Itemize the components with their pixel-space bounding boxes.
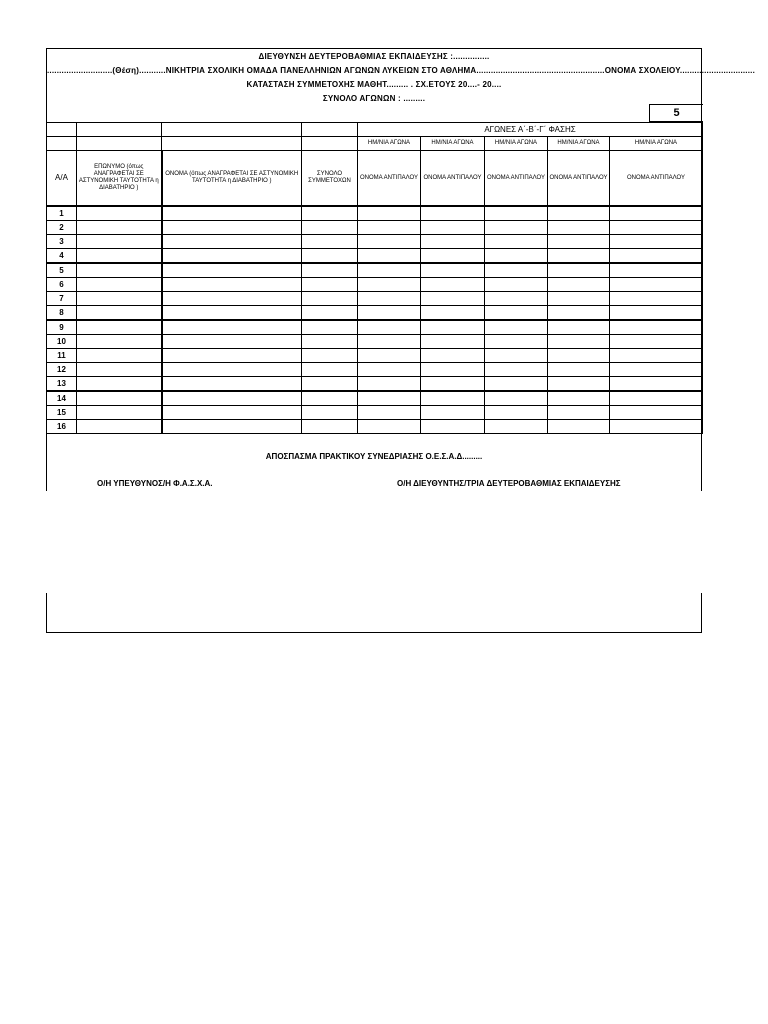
empty-cell — [302, 123, 358, 137]
row-number: 4 — [47, 249, 77, 264]
entry-cell — [358, 221, 421, 235]
form-header — [47, 49, 756, 103]
entry-cell — [485, 278, 548, 292]
phase-header-row — [47, 123, 703, 137]
entry-cell — [77, 320, 162, 335]
entry-cell — [302, 306, 358, 321]
entry-cell — [162, 363, 302, 377]
entry-cell — [358, 306, 421, 321]
entry-cell — [548, 391, 610, 406]
entry-cell — [302, 249, 358, 264]
entry-cell — [421, 406, 485, 420]
row-number: 10 — [47, 335, 77, 349]
entry-cell — [421, 335, 485, 349]
entry-cell — [302, 221, 358, 235]
entry-cell — [548, 335, 610, 349]
entry-cell — [548, 249, 610, 264]
entry-cell — [162, 420, 302, 434]
opponent-header: ΟΝΟΜΑ ΑΝΤΙΠΑΛΟΥ — [421, 151, 485, 207]
entry-cell — [548, 363, 610, 377]
entry-cell — [302, 363, 358, 377]
row-number: 15 — [47, 406, 77, 420]
entry-cell — [421, 249, 485, 264]
aa-header: Α/Α — [47, 151, 77, 207]
entry-cell — [162, 306, 302, 321]
entry-cell — [77, 263, 162, 278]
row-number: 1 — [47, 206, 77, 221]
entry-cell — [162, 263, 302, 278]
table-row — [47, 263, 703, 278]
table-row — [47, 206, 703, 221]
opponent-header: ΟΝΟΜΑ ΑΝΤΙΠΑΛΟΥ — [610, 151, 703, 207]
opponent-header: ΟΝΟΜΑ ΑΝΤΙΠΑΛΟΥ — [485, 151, 548, 207]
entry-cell — [421, 420, 485, 434]
participant-rows — [47, 206, 703, 434]
date-header: ΗΜ/ΝΙΑ ΑΓΩΝΑ — [421, 137, 485, 151]
entry-cell — [358, 320, 421, 335]
entry-cell — [485, 221, 548, 235]
entry-cell — [610, 363, 703, 377]
entry-cell — [421, 320, 485, 335]
entry-cell — [421, 292, 485, 306]
entry-cell — [548, 406, 610, 420]
entry-cell — [162, 206, 302, 221]
empty-cell — [77, 123, 162, 137]
date-header: ΗΜ/ΝΙΑ ΑΓΩΝΑ — [485, 137, 548, 151]
empty-cell — [47, 137, 77, 151]
empty-cell — [47, 123, 77, 137]
entry-cell — [302, 377, 358, 392]
entry-cell — [610, 235, 703, 249]
empty-cell — [162, 137, 302, 151]
table-row — [47, 349, 703, 363]
winning-team-line: ...........................(Θέση)...........ΝΙΚΗΤΡΙΑ ΣΧΟΛΙΚΗ ΟΜΑΔΑ ΠΑΝΕΛΛΗΝΙΩΝ ΑΓΩΝΩΝ ΛΥΚΕΙΩΝ ΣΤΟ ΑΘΛΗΜΑ.....................................................ΟΝΟΜΑ ΣΧΟΛΕΙΟΥ............................... — [47, 66, 756, 75]
entry-cell — [548, 320, 610, 335]
entry-cell — [302, 420, 358, 434]
table-row — [47, 420, 703, 434]
table-row — [47, 278, 703, 292]
entry-cell — [610, 221, 703, 235]
directorate-line: ΔΙΕΥΘΥΝΣΗ ΔΕΥΤΕΡΟΒΑΘΜΙΑΣ ΕΚΠΑΙΔΕΥΣΗΣ :............... — [258, 52, 490, 61]
entry-cell — [485, 263, 548, 278]
entry-cell — [485, 235, 548, 249]
entry-cell — [302, 206, 358, 221]
entry-cell — [162, 235, 302, 249]
entry-cell — [358, 363, 421, 377]
entry-cell — [548, 235, 610, 249]
entry-cell — [302, 278, 358, 292]
entry-cell — [358, 349, 421, 363]
entry-cell — [485, 406, 548, 420]
entry-cell — [610, 278, 703, 292]
entry-cell — [548, 263, 610, 278]
entry-cell — [421, 263, 485, 278]
entry-cell — [548, 306, 610, 321]
entry-cell — [548, 221, 610, 235]
entry-cell — [77, 420, 162, 434]
table-row — [47, 363, 703, 377]
entry-cell — [610, 249, 703, 264]
table-row — [47, 221, 703, 235]
entry-cell — [302, 391, 358, 406]
entry-cell — [548, 420, 610, 434]
director-signature: Ο/Η ΔΙΕΥΘΥΝΤΗΣ/ΤΡΙΑ ΔΕΥΤΕΡΟΒΑΘΜΙΑΣ ΕΚΠΑΙΔΕΥΣΗΣ — [397, 479, 621, 488]
entry-cell — [302, 320, 358, 335]
entry-cell — [421, 377, 485, 392]
entry-cell — [610, 206, 703, 221]
row-number: 14 — [47, 391, 77, 406]
entry-cell — [610, 406, 703, 420]
table-row — [47, 377, 703, 392]
entry-cell — [162, 391, 302, 406]
entry-cell — [358, 335, 421, 349]
entry-cell — [162, 292, 302, 306]
physical-education-officer-signature: Ο/Η ΥΠΕΥΘΥΝΟΣ/Η Φ.Α.Σ.Χ.Α. — [97, 479, 213, 488]
entry-cell — [610, 420, 703, 434]
entry-cell — [548, 206, 610, 221]
opponent-header: ΟΝΟΜΑ ΑΝΤΙΠΑΛΟΥ — [548, 151, 610, 207]
entry-cell — [610, 263, 703, 278]
table-row — [47, 292, 703, 306]
entry-cell — [421, 306, 485, 321]
date-header-row — [47, 137, 703, 151]
empty-cell — [302, 137, 358, 151]
entry-cell — [358, 249, 421, 264]
entry-cell — [162, 221, 302, 235]
entry-cell — [610, 306, 703, 321]
table-row — [47, 249, 703, 264]
row-number: 9 — [47, 320, 77, 335]
table-row — [47, 235, 703, 249]
surname-header: ΕΠΩΝΥΜΟ (όπως ΑΝΑΓΡΑΦΕΤΑΙ ΣΕ ΑΣΤΥΝΟΜΙΚΗ ΤΑΥΤΟΤΗΤΑ η ΔΙΑΒΑΤΗΡΙΟ ) — [77, 151, 162, 207]
entry-cell — [77, 206, 162, 221]
entry-cell — [77, 406, 162, 420]
opponent-header: ΟΝΟΜΑ ΑΝΤΙΠΑΛΟΥ — [358, 151, 421, 207]
phase-header: ΑΓΩΝΕΣ Α΄-Β΄-Γ΄ ΦΑΣΗΣ — [358, 123, 703, 137]
entry-cell — [77, 221, 162, 235]
entry-cell — [77, 349, 162, 363]
entry-cell — [485, 249, 548, 264]
entry-cell — [548, 292, 610, 306]
entry-cell — [162, 349, 302, 363]
entry-cell — [77, 363, 162, 377]
entry-cell — [421, 235, 485, 249]
entry-cell — [162, 278, 302, 292]
table-row — [47, 391, 703, 406]
entry-cell — [421, 206, 485, 221]
entry-cell — [548, 349, 610, 363]
row-number: 7 — [47, 292, 77, 306]
table-row — [47, 306, 703, 321]
participants-table — [46, 122, 703, 434]
row-number: 3 — [47, 235, 77, 249]
entry-cell — [610, 335, 703, 349]
table-row — [47, 406, 703, 420]
participation-status-line: ΚΑΤΑΣΤΑΣΗ ΣΥΜΜΕΤΟΧΗΣ ΜΑΘΗΤ......... . ΣΧ.ΕΤΟΥΣ 20....- 20.... — [246, 80, 502, 89]
entry-cell — [610, 349, 703, 363]
entry-cell — [485, 306, 548, 321]
row-number: 13 — [47, 377, 77, 392]
entry-cell — [485, 420, 548, 434]
entry-cell — [302, 335, 358, 349]
entry-cell — [610, 377, 703, 392]
date-header: ΗΜ/ΝΙΑ ΑΓΩΝΑ — [358, 137, 421, 151]
entry-cell — [485, 206, 548, 221]
row-number: 2 — [47, 221, 77, 235]
entry-cell — [162, 377, 302, 392]
entry-cell — [610, 292, 703, 306]
row-number: 5 — [47, 263, 77, 278]
entry-cell — [358, 263, 421, 278]
entry-cell — [77, 249, 162, 264]
row-number: 16 — [47, 420, 77, 434]
participation-form — [46, 48, 756, 633]
entry-cell — [302, 292, 358, 306]
entry-cell — [302, 235, 358, 249]
entry-cell — [485, 377, 548, 392]
entry-cell — [485, 335, 548, 349]
total-participations-header: ΣΥΝΟΛΟ ΣΥΜΜΕΤΟΧΩΝ — [302, 151, 358, 207]
entry-cell — [358, 377, 421, 392]
entry-cell — [358, 420, 421, 434]
entry-cell — [610, 320, 703, 335]
table-row — [47, 320, 703, 335]
entry-cell — [302, 349, 358, 363]
entry-cell — [358, 206, 421, 221]
entry-cell — [485, 292, 548, 306]
entry-cell — [302, 406, 358, 420]
entry-cell — [162, 320, 302, 335]
name-header: ΟΝΟΜΑ (όπως ΑΝΑΓΡΑΦΕΤΑΙ ΣΕ ΑΣΤΥΝΟΜΙΚΗ ΤΑΥΤΟΤΗΤΑ η ΔΙΑΒΑΤΗΡΙΟ ) — [162, 151, 302, 207]
table-row — [47, 335, 703, 349]
entry-cell — [548, 278, 610, 292]
entry-cell — [421, 278, 485, 292]
entry-cell — [77, 335, 162, 349]
row-number: 11 — [47, 349, 77, 363]
entry-cell — [358, 278, 421, 292]
entry-cell — [77, 377, 162, 392]
date-header: ΗΜ/ΝΙΑ ΑΓΩΝΑ — [548, 137, 610, 151]
entry-cell — [77, 306, 162, 321]
entry-cell — [548, 377, 610, 392]
entry-cell — [485, 363, 548, 377]
entry-cell — [421, 391, 485, 406]
entry-cell — [302, 263, 358, 278]
row-number: 6 — [47, 278, 77, 292]
entry-cell — [77, 278, 162, 292]
entry-cell — [358, 235, 421, 249]
empty-cell — [77, 137, 162, 151]
row-number: 8 — [47, 306, 77, 321]
row-number: 12 — [47, 363, 77, 377]
empty-cell — [162, 123, 302, 137]
page-number: 5 — [649, 104, 703, 122]
entry-cell — [358, 406, 421, 420]
entry-cell — [358, 292, 421, 306]
page-break-gap — [45, 491, 703, 593]
entry-cell — [421, 221, 485, 235]
total-games-line: ΣΥΝΟΛΟ ΑΓΩΝΩΝ : ......... — [322, 94, 426, 103]
entry-cell — [358, 391, 421, 406]
minutes-extract-title: ΑΠΟΣΠΑΣΜΑ ΠΡΑΚΤΙΚΟΥ ΣΥΝΕΔΡΙΑΣΗΣ Ο.Ε.Σ.Α.Δ......... — [265, 452, 483, 461]
entry-cell — [77, 235, 162, 249]
entry-cell — [610, 391, 703, 406]
entry-cell — [162, 335, 302, 349]
entry-cell — [162, 249, 302, 264]
entry-cell — [162, 406, 302, 420]
entry-cell — [77, 292, 162, 306]
entry-cell — [485, 320, 548, 335]
entry-cell — [77, 391, 162, 406]
entry-cell — [421, 363, 485, 377]
entry-cell — [485, 391, 548, 406]
column-header-row — [47, 151, 703, 207]
entry-cell — [421, 349, 485, 363]
entry-cell — [485, 349, 548, 363]
date-header: ΗΜ/ΝΙΑ ΑΓΩΝΑ — [610, 137, 703, 151]
